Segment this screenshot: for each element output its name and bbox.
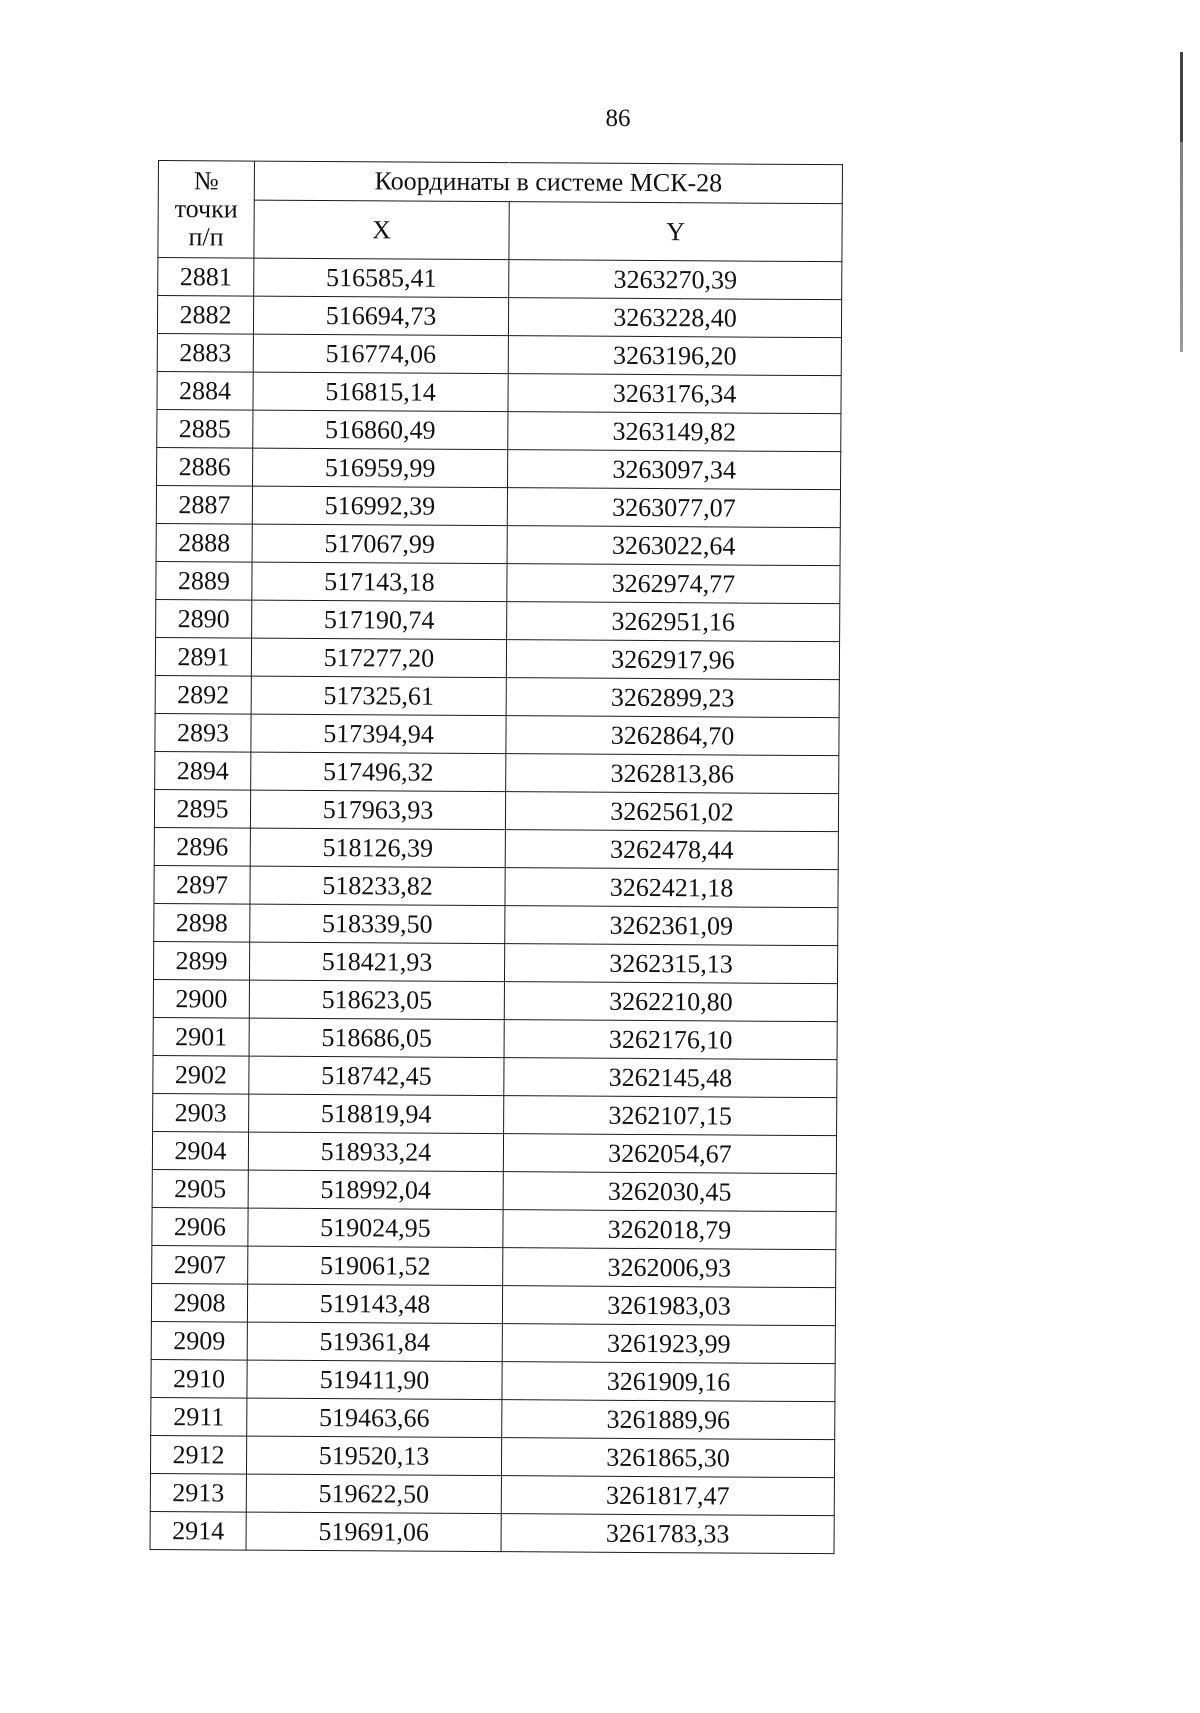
- y-coordinate-cell: 3262917,96: [506, 640, 839, 680]
- x-coordinate-cell: 518421,93: [249, 942, 504, 982]
- table-row: [151, 1321, 835, 1363]
- point-number-cell: 2887: [156, 485, 252, 524]
- point-number-cell: 2905: [152, 1169, 248, 1208]
- y-coordinate-cell: 3262813,86: [506, 754, 839, 794]
- table-row: [153, 979, 837, 1021]
- x-coordinate-cell: 518623,05: [249, 980, 504, 1020]
- x-coordinate-cell: 519024,95: [248, 1208, 503, 1248]
- x-coordinate-cell: 518686,05: [249, 1018, 504, 1058]
- x-coordinate-cell: 517963,93: [250, 790, 505, 830]
- table-row: [151, 1283, 835, 1325]
- point-number-cell: 2894: [155, 751, 251, 790]
- y-coordinate-cell: 3261983,03: [502, 1286, 835, 1326]
- table-row: [152, 1207, 836, 1249]
- point-number-cell: 2881: [158, 258, 254, 297]
- x-coordinate-cell: 517277,20: [251, 638, 506, 678]
- point-number-cell: 2896: [154, 827, 250, 866]
- point-number-header-line1: №: [193, 166, 219, 196]
- table-row: [157, 409, 841, 451]
- table-row: [158, 258, 842, 300]
- y-coordinate-cell: 3263077,07: [507, 488, 840, 528]
- y-coordinate-cell: 3262864,70: [506, 716, 839, 756]
- point-number-cell: 2902: [153, 1055, 249, 1094]
- y-coordinate-cell: 3262018,79: [503, 1210, 836, 1250]
- y-coordinate-cell: 3263176,34: [508, 374, 841, 414]
- table-row: [156, 485, 840, 527]
- table-row: [153, 1055, 837, 1097]
- y-coordinate-cell: 3261865,30: [501, 1438, 834, 1478]
- point-number-cell: 2889: [156, 561, 252, 600]
- point-number-cell: 2898: [154, 903, 250, 942]
- x-coordinate-cell: 519463,66: [247, 1398, 502, 1438]
- y-coordinate-cell: 3263022,64: [507, 526, 840, 566]
- point-number-cell: 2913: [150, 1473, 246, 1512]
- x-coordinate-cell: 517496,32: [251, 752, 506, 792]
- table-row: [154, 903, 838, 945]
- x-coordinate-cell: 518339,50: [250, 904, 505, 944]
- y-coordinate-cell: 3262006,93: [503, 1248, 836, 1288]
- table-body: [150, 258, 842, 1554]
- table-row: [152, 1131, 836, 1173]
- table-row: [156, 523, 840, 565]
- x-coordinate-cell: 518992,04: [248, 1170, 503, 1210]
- table-row: [157, 447, 841, 489]
- point-number-cell: 2883: [157, 333, 253, 372]
- x-coordinate-cell: 516860,49: [253, 410, 508, 450]
- y-coordinate-cell: 3262054,67: [503, 1134, 836, 1174]
- table-row: [151, 1359, 835, 1401]
- point-number-cell: 2909: [151, 1321, 247, 1360]
- y-coordinate-cell: 3262030,45: [503, 1172, 836, 1212]
- y-coordinate-cell: 3262107,15: [504, 1096, 837, 1136]
- y-coordinate-cell: 3262421,18: [505, 868, 838, 908]
- y-coordinate-cell: 3262951,16: [507, 602, 840, 642]
- coordinates-table: [150, 160, 843, 1554]
- y-coordinate-cell: 3261889,96: [502, 1400, 835, 1440]
- header-row-bottom: [158, 200, 842, 262]
- x-coordinate-cell: 518233,82: [250, 866, 505, 906]
- table-row: [153, 1017, 837, 1059]
- page-number: 86: [605, 105, 631, 132]
- point-number-cell: 2912: [150, 1435, 246, 1474]
- point-number-cell: 2907: [152, 1245, 248, 1284]
- point-number-cell: 2904: [152, 1131, 248, 1170]
- table-row: [150, 1473, 834, 1515]
- y-coordinate-cell: 3262561,02: [505, 792, 838, 832]
- table-row: [155, 675, 839, 717]
- point-number-cell: 2885: [157, 409, 253, 448]
- x-coordinate-cell: 518819,94: [249, 1094, 504, 1134]
- header-row-top: [158, 161, 842, 204]
- table-row: [154, 789, 838, 831]
- table-row: [151, 1397, 835, 1439]
- table-row: [154, 827, 838, 869]
- y-column-header: Y: [509, 202, 842, 262]
- table-header: [158, 161, 843, 262]
- point-number-header-line3: п/п: [188, 222, 224, 252]
- x-coordinate-cell: 519061,52: [248, 1246, 503, 1286]
- point-number-cell: 2901: [153, 1017, 249, 1056]
- y-coordinate-cell: 3262361,09: [505, 906, 838, 946]
- table-row: [153, 1093, 837, 1135]
- y-coordinate-cell: 3262315,13: [504, 944, 837, 984]
- point-number-cell: 2906: [152, 1207, 248, 1246]
- point-number-cell: 2888: [156, 523, 252, 562]
- x-coordinate-cell: 516585,41: [254, 258, 509, 298]
- table-row: [156, 599, 840, 641]
- x-coordinate-cell: 517067,99: [252, 524, 507, 564]
- x-coordinate-cell: 519622,50: [246, 1474, 501, 1514]
- x-coordinate-cell: 519411,90: [247, 1360, 502, 1400]
- table-row: [152, 1169, 836, 1211]
- x-column-header: X: [254, 200, 509, 260]
- point-number-cell: 2903: [153, 1093, 249, 1132]
- y-coordinate-cell: 3263196,20: [508, 336, 841, 376]
- y-coordinate-cell: 3262176,10: [504, 1020, 837, 1060]
- coordinates-table-wrap: [150, 160, 843, 1554]
- y-coordinate-cell: 3263097,34: [508, 450, 841, 490]
- x-coordinate-cell: 516694,73: [253, 296, 508, 336]
- table-row: [150, 1435, 834, 1477]
- y-coordinate-cell: 3261817,47: [501, 1476, 834, 1516]
- table-row: [154, 865, 838, 907]
- table-row: [152, 1245, 836, 1287]
- point-number-cell: 2890: [156, 599, 252, 638]
- coordinates-system-header: Координаты в системе МСК-28: [254, 161, 842, 204]
- x-coordinate-cell: 517394,94: [251, 714, 506, 754]
- y-coordinate-cell: 3261923,99: [502, 1324, 835, 1364]
- point-number-cell: 2910: [151, 1359, 247, 1398]
- x-coordinate-cell: 516815,14: [253, 372, 508, 412]
- table-row: [150, 1511, 834, 1553]
- point-number-cell: 2891: [155, 637, 251, 676]
- y-coordinate-cell: 3263270,39: [509, 260, 842, 300]
- table-row: [155, 637, 839, 679]
- point-number-cell: 2897: [154, 865, 250, 904]
- y-coordinate-cell: 3262478,44: [505, 830, 838, 870]
- point-number-header: [158, 161, 255, 259]
- point-number-cell: 2886: [157, 447, 253, 486]
- table-row: [157, 371, 841, 413]
- y-coordinate-cell: 3262974,77: [507, 564, 840, 604]
- x-coordinate-cell: 518742,45: [249, 1056, 504, 1096]
- y-coordinate-cell: 3262210,80: [504, 982, 837, 1022]
- point-number-cell: 2911: [151, 1397, 247, 1436]
- y-coordinate-cell: 3262899,23: [506, 678, 839, 718]
- point-number-cell: 2899: [153, 941, 249, 980]
- x-coordinate-cell: 517325,61: [251, 676, 506, 716]
- y-coordinate-cell: 3263228,40: [508, 298, 841, 338]
- point-number-cell: 2908: [151, 1283, 247, 1322]
- point-number-cell: 2892: [155, 675, 251, 714]
- x-coordinate-cell: 517190,74: [252, 600, 507, 640]
- scan-edge-mark: [1180, 52, 1183, 352]
- x-coordinate-cell: 519691,06: [246, 1512, 501, 1552]
- table-row: [155, 713, 839, 755]
- table-row: [157, 296, 841, 338]
- x-coordinate-cell: 519361,84: [247, 1322, 502, 1362]
- x-coordinate-cell: 518126,39: [250, 828, 505, 868]
- x-coordinate-cell: 518933,24: [248, 1132, 503, 1172]
- table-row: [156, 561, 840, 603]
- y-coordinate-cell: 3261783,33: [501, 1514, 834, 1554]
- y-coordinate-cell: 3261909,16: [502, 1362, 835, 1402]
- y-coordinate-cell: 3262145,48: [504, 1058, 837, 1098]
- x-coordinate-cell: 516992,39: [252, 486, 507, 526]
- point-number-header-line2: точки: [174, 194, 238, 224]
- point-number-cell: 2895: [154, 789, 250, 828]
- point-number-cell: 2900: [153, 979, 249, 1018]
- point-number-cell: 2882: [157, 296, 253, 335]
- table-row: [153, 941, 837, 983]
- x-coordinate-cell: 517143,18: [252, 562, 507, 602]
- x-coordinate-cell: 519143,48: [247, 1284, 502, 1324]
- table-row: [157, 333, 841, 375]
- point-number-cell: 2893: [155, 713, 251, 752]
- point-number-cell: 2914: [150, 1511, 246, 1550]
- point-number-cell: 2884: [157, 371, 253, 410]
- x-coordinate-cell: 516774,06: [253, 334, 508, 374]
- y-coordinate-cell: 3263149,82: [508, 412, 841, 452]
- x-coordinate-cell: 519520,13: [246, 1436, 501, 1476]
- table-row: [155, 751, 839, 793]
- x-coordinate-cell: 516959,99: [253, 448, 508, 488]
